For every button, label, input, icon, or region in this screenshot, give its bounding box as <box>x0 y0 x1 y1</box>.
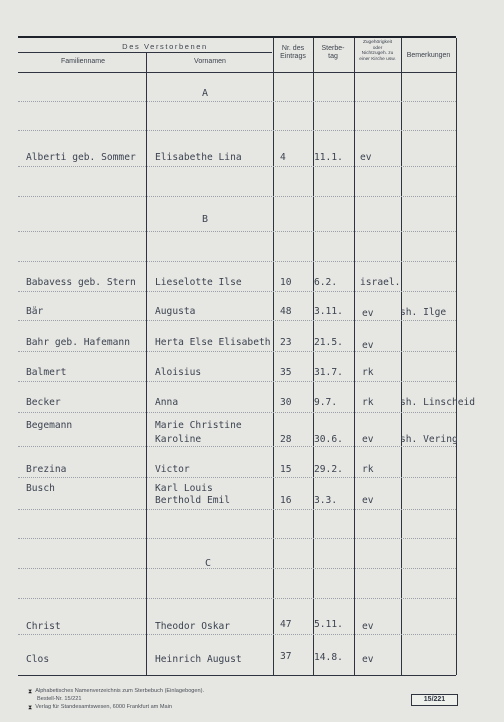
header-bottom-rule <box>18 72 456 73</box>
given-names: Marie Christine <box>155 420 242 431</box>
entry-number: 16 <box>280 495 292 506</box>
entry-number: 28 <box>280 434 292 445</box>
footer-line3-row <box>28 704 204 712</box>
section-letter-b: B <box>202 214 209 225</box>
death-date: 30.6. <box>314 434 343 445</box>
row-rule <box>18 446 456 447</box>
family-name: Babavess geb. Stern <box>26 277 136 288</box>
footer-line3: Verlag für Standesamtswesen, 6000 Frankfurt am Main <box>35 703 173 710</box>
given-names: Heinrich August <box>155 654 242 665</box>
group-title: Des Verstorbenen <box>122 42 208 51</box>
col-faith-header-line2: oder <box>372 45 383 51</box>
col-notes-header: Bemerkungen <box>406 52 451 59</box>
entry-number: 30 <box>280 397 292 408</box>
section-letter-a: A <box>202 88 209 99</box>
col-divider-3 <box>313 38 314 675</box>
col-faith-header-line3: Nichtzugeh. zu <box>361 51 394 57</box>
col-death-header-line1: Sterbe- <box>321 45 345 52</box>
row-rule <box>18 130 456 131</box>
publisher-logo-icon: ⧗ <box>28 704 33 711</box>
remark: sh. Ilge <box>400 307 447 318</box>
death-date: 9.7. <box>314 397 338 408</box>
section-letter-c: C <box>205 558 212 569</box>
death-date: 6.2. <box>314 277 338 288</box>
death-date: 3.11. <box>314 306 343 317</box>
row-rule <box>18 598 456 599</box>
family-name: Becker <box>26 397 61 408</box>
footer-line1-row <box>28 688 204 696</box>
footer-line2: Bestell-Nr. 15/221 <box>37 696 82 703</box>
death-date: 11.1. <box>314 152 343 163</box>
page-number-box: 15/221 <box>411 694 458 706</box>
faith: ev <box>362 654 374 665</box>
row-rule <box>18 101 456 102</box>
given-names: Anna <box>155 397 179 408</box>
death-date: 31.7. <box>314 367 343 378</box>
col-divider-1 <box>146 52 147 675</box>
given-names: Karl Louis <box>155 483 213 494</box>
group-underline <box>18 52 272 53</box>
family-name: Bär <box>26 306 44 317</box>
top-rule <box>18 36 456 38</box>
death-date: 29.2. <box>314 464 343 475</box>
family-name: Busch <box>26 483 55 494</box>
death-date: 21.5. <box>314 337 343 348</box>
given-names-line2: Karoline <box>155 434 202 445</box>
col-divider-5 <box>401 38 402 675</box>
family-name: Christ <box>26 621 61 632</box>
given-names: Theodor Oskar <box>155 621 231 632</box>
death-date: 5.11. <box>314 619 343 630</box>
right-border <box>456 38 457 675</box>
given-names: Herta Else Elisabeth <box>155 337 271 348</box>
publisher-footer <box>28 688 204 712</box>
faith: ev <box>362 340 374 351</box>
row-rule <box>18 196 456 197</box>
entry-number: 4 <box>280 152 286 163</box>
given-names: Lieselotte Ilse <box>155 277 242 288</box>
death-date: 14.8. <box>314 652 343 663</box>
row-rule <box>18 477 456 478</box>
faith: rk <box>362 397 374 408</box>
entry-number: 37 <box>280 651 292 662</box>
row-rule <box>18 509 456 510</box>
col-death-header-line2: tag <box>328 53 338 61</box>
col-faith-header <box>354 40 401 62</box>
faith: rk <box>362 464 374 475</box>
col-divider-4 <box>354 38 355 675</box>
col-faith-header-line1: Zugehörigkeit <box>362 40 393 45</box>
remark: sh. Vering <box>400 434 458 445</box>
footer-line2-row <box>28 696 204 704</box>
col-given-header: Vornamen <box>194 58 226 65</box>
row-rule <box>18 291 456 292</box>
family-name: Begemann <box>26 420 73 431</box>
death-date: 3.3. <box>314 495 338 506</box>
row-rule <box>18 568 456 569</box>
entry-number: 10 <box>280 277 292 288</box>
entry-number: 15 <box>280 464 292 475</box>
col-faith-header-line4: einer Kirche usw. <box>359 56 396 62</box>
family-name: Brezina <box>26 464 67 475</box>
row-rule <box>18 320 456 321</box>
col-entry-header-line1: Nr. des <box>281 45 305 52</box>
given-names: Elisabethe Lina <box>155 152 242 163</box>
family-name: Alberti geb. Sommer <box>26 152 136 163</box>
row-rule <box>18 634 456 635</box>
faith: rk <box>362 367 374 378</box>
entry-number: 47 <box>280 619 292 630</box>
family-name: Balmert <box>26 367 67 378</box>
faith: ev <box>362 434 374 445</box>
faith: ev <box>362 308 374 319</box>
faith: israel. <box>360 277 401 288</box>
publisher-logo-icon: ⧗ <box>28 689 33 695</box>
faith: ev <box>362 495 374 506</box>
row-rule <box>18 412 456 413</box>
col-death-header <box>313 45 353 62</box>
given-names: Victor <box>155 464 190 475</box>
row-rule <box>18 538 456 539</box>
row-rule <box>18 166 456 167</box>
given-names: Aloisius <box>155 367 202 378</box>
row-rule <box>18 231 456 232</box>
entry-number: 48 <box>280 306 292 317</box>
row-rule <box>18 261 456 262</box>
col-family-header: Familienname <box>61 58 105 65</box>
family-name: Bahr geb. Hafemann <box>26 337 130 348</box>
given-names-line2: Berthold Emil <box>155 495 231 506</box>
faith: ev <box>360 152 372 163</box>
bottom-rule <box>18 675 456 676</box>
col-entry-header <box>273 45 313 62</box>
entry-number: 35 <box>280 367 292 378</box>
faith: ev <box>362 621 374 632</box>
family-name: Clos <box>26 654 50 665</box>
row-rule <box>18 351 456 352</box>
given-names: Augusta <box>155 306 196 317</box>
col-divider-2 <box>273 38 274 675</box>
footer-line1: Alphabetisches Namenverzeichnis zum Sterbebuch (Einlagebogen). <box>35 688 205 695</box>
entry-number: 23 <box>280 337 292 348</box>
col-entry-header-line2: Eintrags <box>280 53 306 61</box>
remark: sh. Linscheid <box>400 397 476 408</box>
row-rule <box>18 381 456 382</box>
